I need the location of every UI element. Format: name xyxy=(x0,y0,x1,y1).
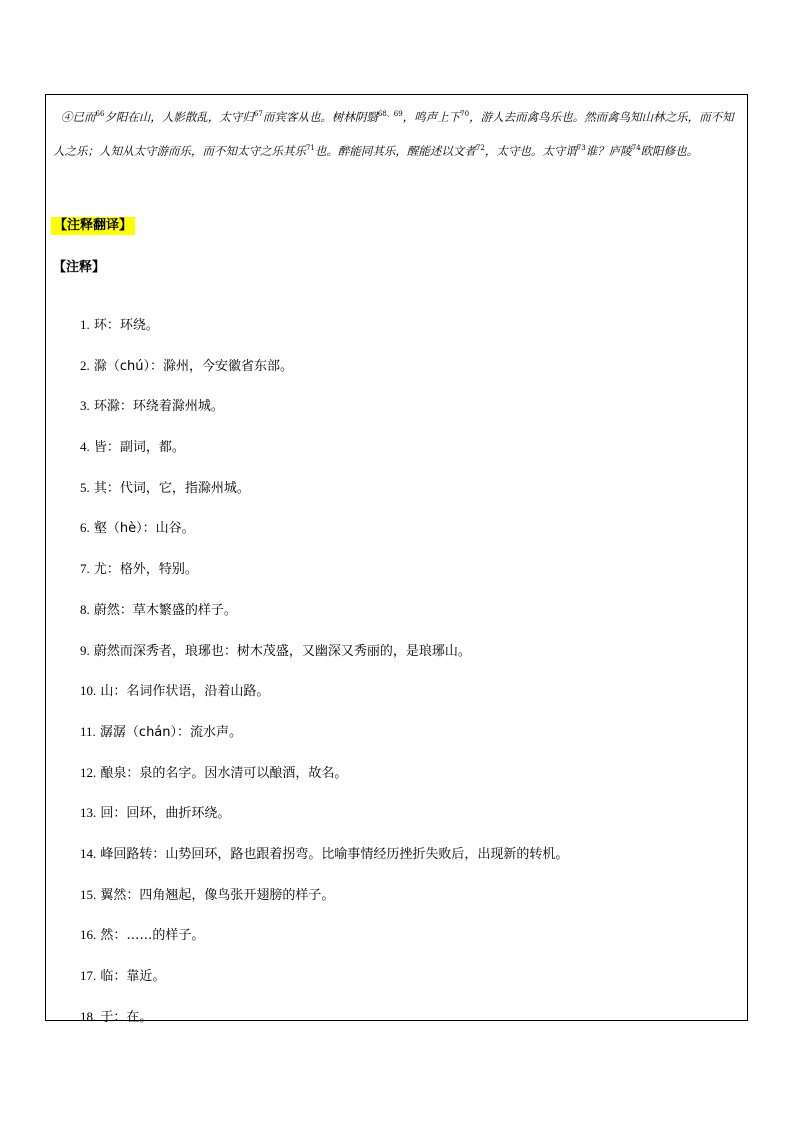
note-text: 回：回环，曲折环绕。 xyxy=(100,806,231,822)
note-text: 尤：格外，特别。 xyxy=(93,562,198,578)
note-number: 1. xyxy=(80,317,90,332)
note-item xyxy=(80,357,568,398)
passage-text: ，鸣声上下 xyxy=(402,110,461,124)
note-item xyxy=(80,642,568,683)
note-item xyxy=(80,519,568,560)
note-number: 3. xyxy=(80,398,90,414)
footnote-ref-67: 67 xyxy=(253,110,263,118)
note-text: 环：环绕。 xyxy=(93,318,159,333)
footnote-ref-66: 66 xyxy=(95,110,105,118)
note-number: 4. xyxy=(80,439,90,455)
note-item xyxy=(80,926,568,967)
passage-text: ，太守也。太守谓 xyxy=(484,144,577,158)
passage-paragraph-4 xyxy=(53,100,743,168)
note-item xyxy=(80,560,568,601)
note-text: 蔚然而深秀者，琅琊也：树木茂盛，又幽深又秀丽的，是琅琊山。 xyxy=(93,643,471,659)
note-text: 峰回路转：山势回环，路也跟着拐弯。比喻事情经历挫折失败后，出现新的转机。 xyxy=(100,846,569,862)
note-number: 11. xyxy=(80,723,96,739)
note-number: 8. xyxy=(80,601,90,617)
passage-text: ，游人去而禽鸟乐也。然而禽鸟知山林之乐，而不知人之乐；人知从太守游而乐，而不知太守之乐其乐 xyxy=(53,110,734,158)
note-text: 皆：副词，都。 xyxy=(93,440,185,456)
note-number: 10. xyxy=(80,683,97,699)
note-number: 13. xyxy=(80,805,97,821)
footnote-ref-73: 73 xyxy=(576,144,586,152)
note-item xyxy=(80,316,568,357)
footnote-ref-68-69: 68、69 xyxy=(377,110,403,118)
note-item xyxy=(80,764,568,805)
note-number: 18. xyxy=(80,1008,97,1024)
footnote-ref-70: 70 xyxy=(460,110,470,118)
note-item xyxy=(80,682,568,723)
note-text: 壑（hè）：山谷。 xyxy=(93,521,195,537)
note-text: 蔚然：草木繁盛的样子。 xyxy=(93,602,237,618)
passage-text: 夕阳在山，人影散乱，太守归 xyxy=(104,110,254,124)
note-number: 7. xyxy=(80,561,90,577)
note-item xyxy=(80,845,568,886)
footnote-ref-74: 74 xyxy=(631,144,641,152)
note-number: 6. xyxy=(80,520,90,536)
passage-text: 而宾客从也。树林阴翳 xyxy=(262,110,378,124)
note-item xyxy=(80,438,568,479)
notes-list xyxy=(80,316,568,1048)
note-text: 其：代词，它，指滁州城。 xyxy=(93,480,250,496)
passage-text: 欧阳修也。 xyxy=(640,144,699,158)
footnote-ref-71: 71 xyxy=(306,144,315,152)
note-item xyxy=(80,967,568,1008)
note-number: 12. xyxy=(80,764,97,780)
note-text: 翼然：四角翘起，像鸟张开翅膀的样子。 xyxy=(100,887,335,903)
note-text: 潺潺（chán）：流水声。 xyxy=(99,724,243,740)
passage-text: 谁？庐陵 xyxy=(585,144,632,158)
note-text: 环滁：环绕着滁州城。 xyxy=(93,399,224,415)
note-item xyxy=(80,804,568,845)
note-text: 临：靠近。 xyxy=(100,969,166,984)
note-number: 16. xyxy=(80,927,97,943)
note-text: 于：在。 xyxy=(100,1009,153,1025)
notes-heading: 【注释】 xyxy=(53,260,106,275)
note-text: 山：名词作状语，沿着山路。 xyxy=(100,684,270,700)
note-number: 17. xyxy=(80,968,97,983)
note-text: 酿泉：泉的名字。因水清可以酿酒，故名。 xyxy=(100,765,348,781)
passage-text: ④已而 xyxy=(61,110,96,124)
classical-passage xyxy=(53,100,743,168)
note-number: 2. xyxy=(80,357,90,373)
note-item xyxy=(80,1008,568,1049)
note-item xyxy=(80,723,568,764)
footnote-ref-72: 72 xyxy=(475,144,485,152)
note-number: 9. xyxy=(80,642,90,658)
note-text: 滁（chú）：滁州，今安徽省东部。 xyxy=(93,358,294,374)
section-label-highlight: 【注释翻译】 xyxy=(51,217,135,235)
note-item xyxy=(80,886,568,927)
passage-text: 也。醉能同其乐，醒能述以文者 xyxy=(314,144,476,158)
note-item xyxy=(80,479,568,520)
note-text: 然：……的样子。 xyxy=(100,928,205,944)
note-number: 14. xyxy=(80,845,97,861)
note-number: 5. xyxy=(80,479,90,495)
note-number: 15. xyxy=(80,886,97,902)
note-item xyxy=(80,601,568,642)
note-item xyxy=(80,397,568,438)
